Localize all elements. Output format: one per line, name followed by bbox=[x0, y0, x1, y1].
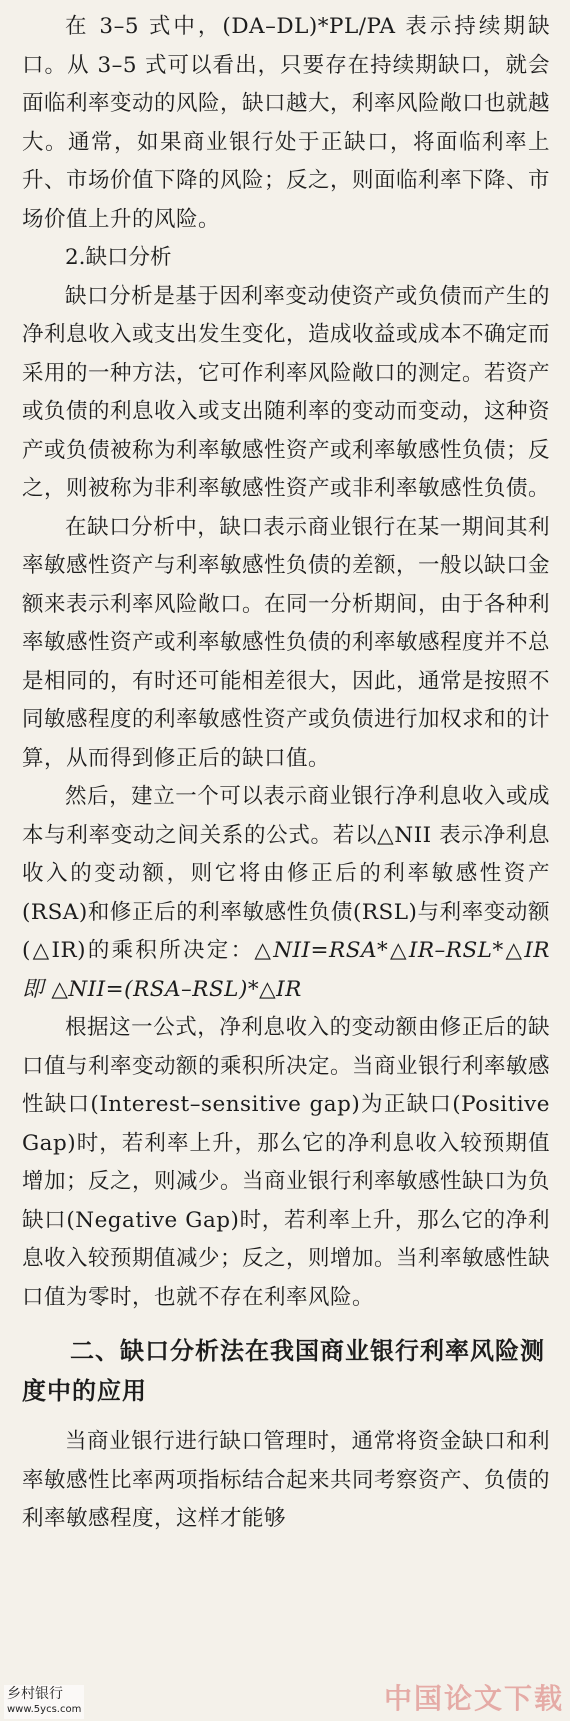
section-heading: 二、缺口分析法在我国商业银行利率风险测度中的应用 bbox=[22, 1337, 545, 1405]
paragraph-duration-gap: 在 3–5 式中，(DA–DL)*PL/PA 表示持续期缺口。从 3–5 式可以看出，只要存在持续期缺口，就会面临利率变动的风险，缺口越大，利率风险敞口也就越大。通常，如果商业银行处于正缺口，将面临利率上升、市场价值下降的风险；反之，则面临利率下降、市场价值上升的风险。 bbox=[22, 14, 551, 232]
paragraph-gap-management: 当商业银行进行缺口管理时，通常将资金缺口和利率敏感性比率两项指标结合起来共同考察资产、负债的利率敏感程度，这样才能够 bbox=[22, 1429, 551, 1531]
site-logo bbox=[4, 1685, 84, 1719]
nii-formula: △NII=RSA*△IR–RSL*△IR 即 △NII=(RSA–RSL)*△IR bbox=[22, 938, 550, 1002]
subheading-gap-analysis: 2.缺口分析 bbox=[65, 245, 172, 270]
paragraph-gap-definition: 缺口分析是基于因利率变动使资产或负债而产生的净利息收入或支出发生变化，造成收益或成本不确定而采用的一种方法，它可作利率风险敞口的测定。若资产或负债的利息收入或支出随利率的变动而变动，这种资产或负债被称为利率敏感性资产或利率敏感性负债；反之，则被称为非利率敏感性资产或非利率敏感性负债。 bbox=[22, 283, 551, 501]
site-name: 乡村银行 bbox=[7, 1686, 63, 1702]
watermark-text: 中国论文下载 bbox=[383, 1682, 564, 1715]
article-page bbox=[22, 8, 550, 1539]
paragraph-formula-intro bbox=[22, 778, 550, 1009]
paragraph-formula-interpretation: 根据这一公式，净利息收入的变动额由修正后的缺口值与利率变动额的乘积所决定。当商业银行利率敏感性缺口(Interest–sensitive gap)为正缺口(Positive Gap)时，若利率上升，那么它的净利息收入较预期值增加；反之，则减少。当商业银行利率敏感性缺口为负缺口(Negative Gap)时，若利率上升，那么它的净利息收入较预期值减少；反之，则增加。当利率敏感性缺口值为零时，也就不存在利率风险。 bbox=[22, 1015, 551, 1310]
paragraph-gap-in-analysis: 在缺口分析中，缺口表示商业银行在某一期间其利率敏感性资产与利率敏感性负债的差额，一般以缺口金额来表示利率风险敞口。在同一分析期间，由于各种利率敏感性资产或利率敏感性负债的利率敏感程度并不总是相同的，有时还可能相差很大，因此，通常是按照不同敏感程度的利率敏感性资产或负债进行加权求和的计算，从而得到修正后的缺口值。 bbox=[22, 514, 551, 771]
site-url: www.5ycs.com bbox=[7, 1704, 82, 1715]
formula-intro-text: 然后，建立一个可以表示商业银行净利息收入或成本与利率变动之间关系的公式。若以△NII 表示净利息收入的变动额，则它将由修正后的利率敏感性资产(RSA)和修正后的利率敏感性负债(RSL)与利率变动额(△IR)的乘积所决定： bbox=[22, 784, 550, 963]
